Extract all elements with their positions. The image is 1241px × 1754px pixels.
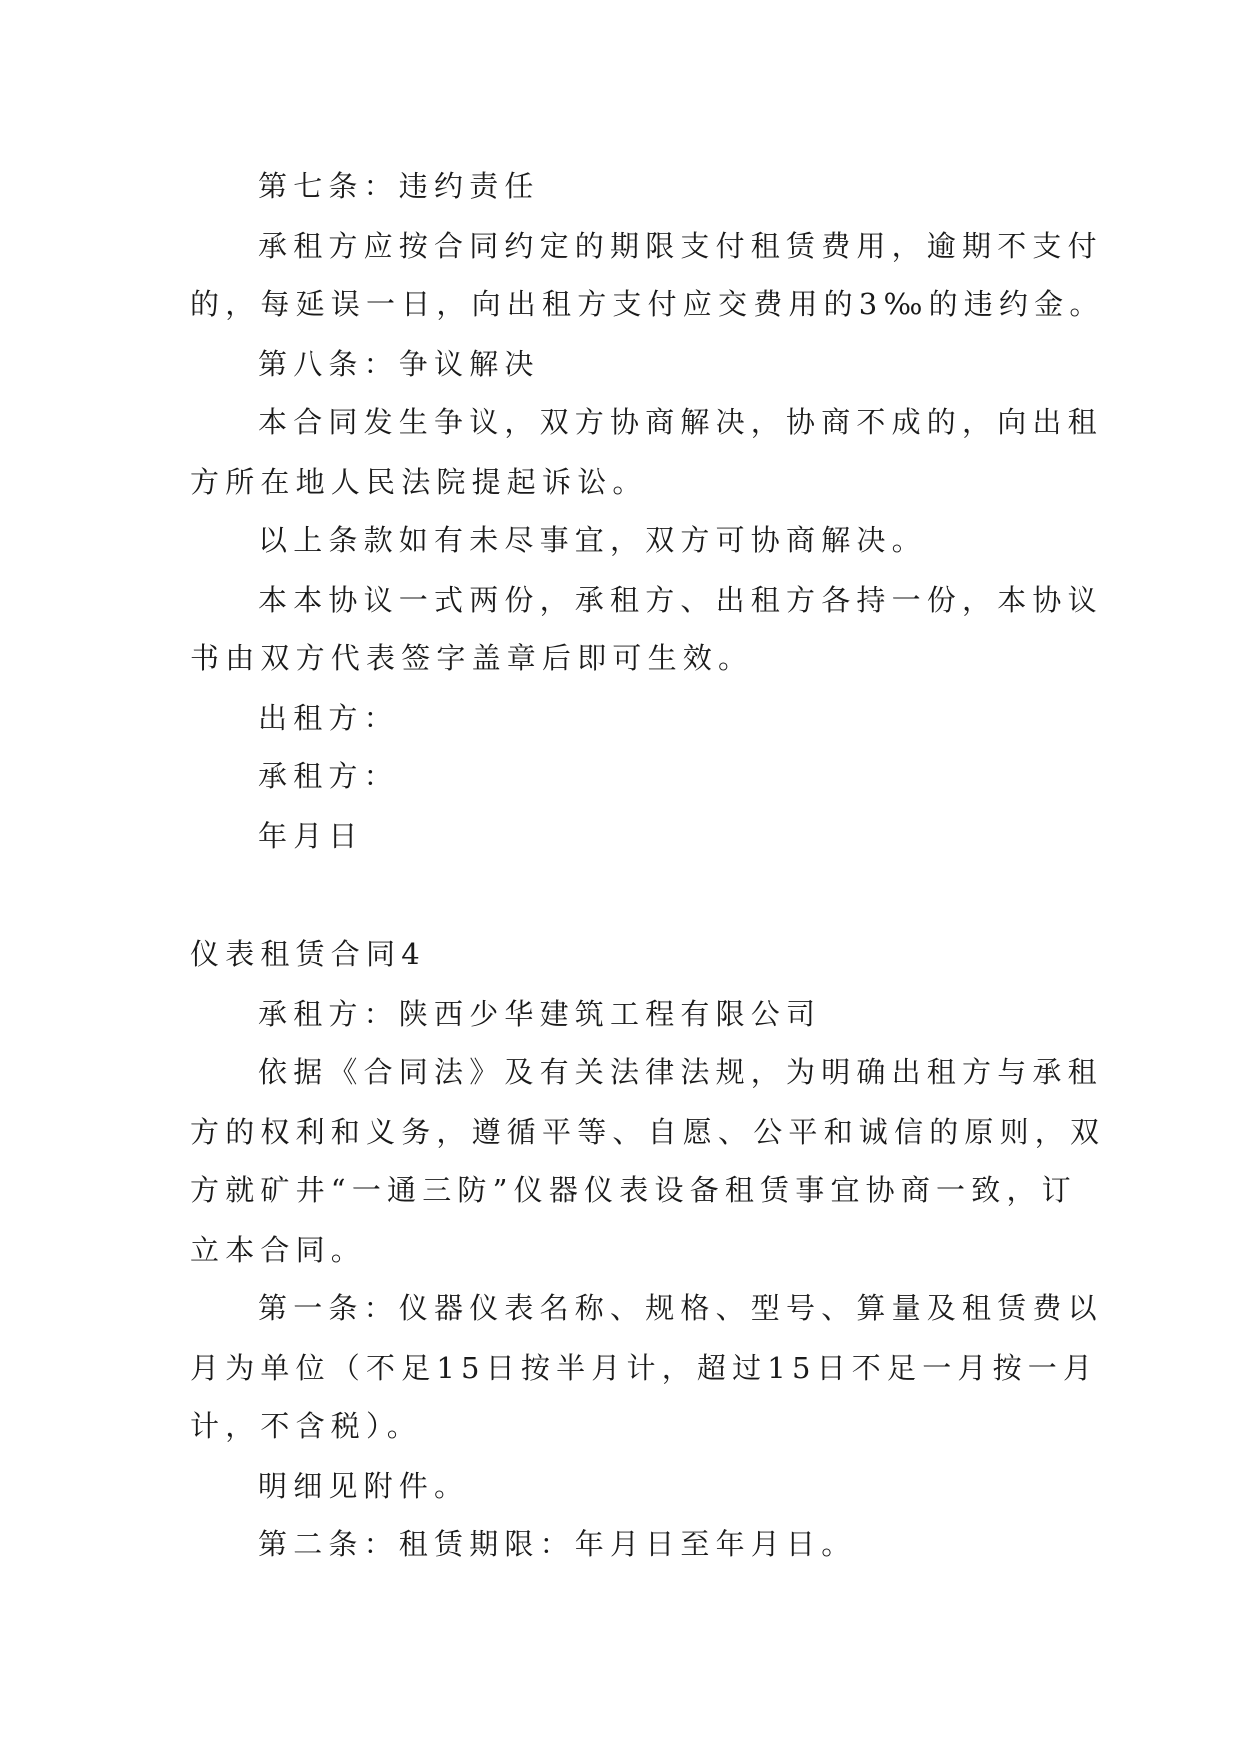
article-7-text-line-1: 承租方应按合同约定的期限支付租赁费用，逾期不支付 [258, 229, 1103, 263]
lessor-signature-label: 出租方： [258, 701, 399, 735]
article-1-line-2: 月为单位（不足15日按半月计，超过15日不足一月按一月 [190, 1351, 1099, 1385]
copies-clause-line-1: 本本协议一式两份，承租方、出租方各持一份，本协议 [258, 583, 1103, 617]
supplementary-clause: 以上条款如有未尽事宜，双方可协商解决。 [258, 523, 927, 557]
lessee-name: 承租方：陕西少华建筑工程有限公司 [258, 997, 822, 1031]
article-8-text-line-1: 本合同发生争议，双方协商解决，协商不成的，向出租 [258, 405, 1103, 439]
copies-clause-line-2: 书由双方代表签字盖章后即可生效。 [190, 641, 754, 675]
article-2-line-1: 第二条：租赁期限：年月日至年月日。 [258, 1527, 857, 1561]
preamble-line-2: 方的权利和义务，遵循平等、自愿、公平和诚信的原则，双 [190, 1115, 1106, 1149]
lessee-signature-label: 承租方： [258, 759, 399, 793]
article-8-heading: 第八条：争议解决 [258, 347, 540, 381]
preamble-line-4: 立本合同。 [190, 1233, 367, 1267]
details-note: 明细见附件。 [258, 1469, 470, 1503]
article-7-text-line-2: 的，每延误一日，向出租方支付应交费用的3‰的违约金。 [190, 287, 1105, 321]
article-8-text-line-2: 方所在地人民法院提起诉讼。 [190, 465, 648, 499]
preamble-line-1: 依据《合同法》及有关法律法规，为明确出租方与承租 [258, 1055, 1103, 1089]
preamble-line-3: 方就矿井“一通三防”仪器仪表设备租赁事宜协商一致，订 [190, 1173, 1077, 1207]
date-label: 年月日 [258, 819, 364, 853]
article-1-line-3: 计，不含税）。 [190, 1409, 422, 1443]
article-1-line-1: 第一条：仪器仪表名称、规格、型号、算量及租赁费以 [258, 1291, 1103, 1325]
contract-title: 仪表租赁合同4 [190, 937, 426, 971]
article-7-heading: 第七条：违约责任 [258, 169, 540, 203]
